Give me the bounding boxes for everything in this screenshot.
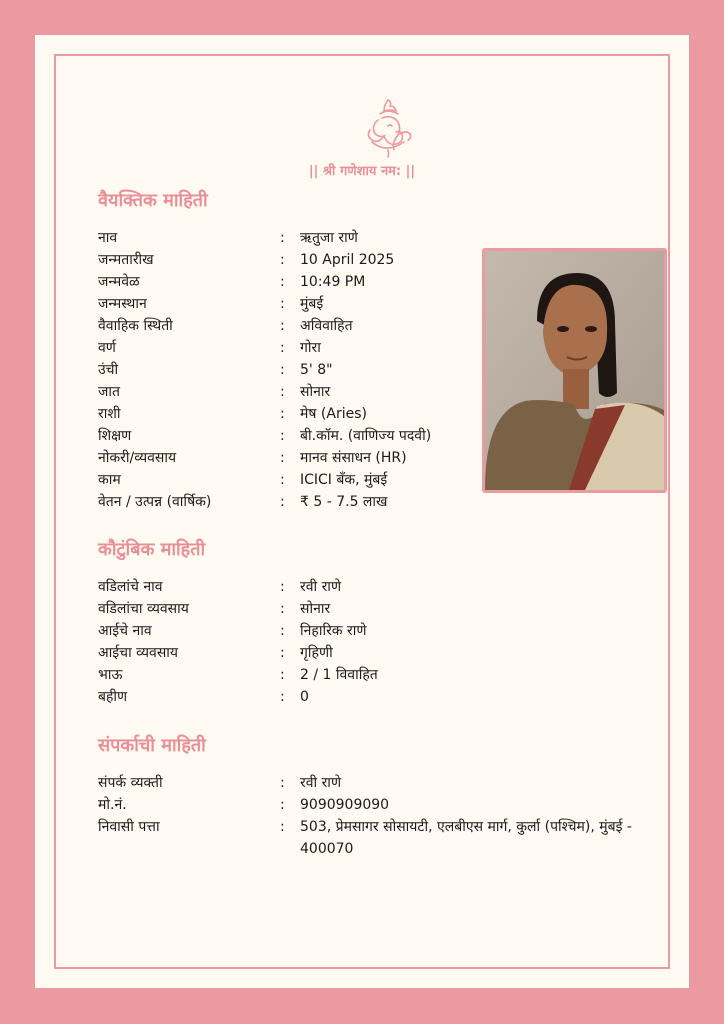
row-label: बहीण	[98, 689, 128, 705]
separator: :	[280, 274, 285, 290]
separator: :	[280, 819, 285, 835]
row-label: उंची	[98, 362, 119, 378]
row-value: 10 April 2025	[300, 252, 395, 268]
separator: :	[280, 362, 285, 378]
inner-border	[54, 54, 670, 969]
detail-row	[98, 227, 680, 249]
separator: :	[280, 667, 285, 683]
biodata-page	[35, 35, 689, 988]
row-value: मेष (Aries)	[300, 406, 367, 422]
row-value: रवी राणे	[300, 579, 342, 595]
row-label: भाऊ	[98, 667, 123, 683]
ganesha-icon	[358, 96, 418, 158]
separator: :	[280, 252, 285, 268]
row-label: वर्ण	[98, 340, 116, 356]
row-label: जन्मवेळ	[98, 274, 140, 290]
row-value: सोनार	[300, 601, 331, 617]
separator: :	[280, 797, 285, 813]
section-title-family: कौटुंबिक माहिती	[98, 539, 206, 560]
row-value: ऋतुजा राणे	[300, 230, 358, 246]
section-title-contact: संपर्काची माहिती	[98, 735, 206, 756]
detail-row	[98, 772, 680, 794]
section-title-personal: वैयक्तिक माहिती	[98, 190, 208, 211]
row-value: गृहिणी	[300, 645, 333, 661]
row-value: 5' 8"	[300, 362, 333, 378]
row-label: शिक्षण	[98, 428, 132, 444]
row-value: मुंबई	[300, 296, 324, 312]
detail-row	[98, 794, 680, 816]
profile-photo	[482, 248, 667, 493]
family-details	[98, 576, 680, 708]
detail-row	[98, 620, 680, 642]
row-value: अविवाहित	[300, 318, 353, 334]
separator: :	[280, 775, 285, 791]
separator: :	[280, 472, 285, 488]
row-value: 2 / 1 विवाहित	[300, 667, 378, 683]
row-value: निहारिक राणे	[300, 623, 367, 639]
row-label: जात	[98, 384, 120, 400]
separator: :	[280, 384, 285, 400]
row-value: ICICI बँक, मुंबई	[300, 472, 388, 488]
row-label: वडिलांचा व्यवसाय	[98, 601, 189, 617]
row-label: आईचा व्यवसाय	[98, 645, 179, 661]
portrait-image	[485, 251, 664, 490]
separator: :	[280, 340, 285, 356]
detail-row	[98, 491, 680, 513]
separator: :	[280, 318, 285, 334]
separator: :	[280, 230, 285, 246]
separator: :	[280, 296, 285, 312]
row-label: राशी	[98, 406, 121, 422]
detail-row	[98, 642, 680, 664]
row-value: 10:49 PM	[300, 274, 366, 290]
separator: :	[280, 428, 285, 444]
separator: :	[280, 645, 285, 661]
row-label: आईचे नाव	[98, 623, 152, 639]
row-value: गोरा	[300, 340, 321, 356]
separator: :	[280, 406, 285, 422]
row-value: ₹ 5 - 7.5 लाख	[300, 494, 388, 510]
row-label: निवासी पत्ता	[98, 819, 160, 835]
row-value: बी.कॉम. (वाणिज्य पदवी)	[300, 428, 432, 444]
detail-row	[98, 816, 680, 860]
detail-row	[98, 664, 680, 686]
row-label: काम	[98, 472, 121, 488]
row-label: वेतन / उत्पन्न (वार्षिक)	[98, 494, 212, 510]
row-value: सोनार	[300, 384, 331, 400]
row-value: रवी राणे	[300, 775, 342, 791]
separator: :	[280, 601, 285, 617]
row-value: 503, प्रेमसागर सोसायटी, एलबीएस मार्ग, कुर्ला (पश्चिम), मुंबई - 400070	[300, 819, 632, 857]
detail-row	[98, 598, 680, 620]
separator: :	[280, 579, 285, 595]
separator: :	[280, 494, 285, 510]
separator: :	[280, 689, 285, 705]
detail-row	[98, 576, 680, 598]
row-label: संपर्क व्यक्ती	[98, 775, 163, 791]
row-value: 9090909090	[300, 797, 390, 813]
row-label: जन्मतारीख	[98, 252, 154, 268]
row-value: मानव संसाधन (HR)	[300, 450, 407, 466]
row-label: वडिलांचे नाव	[98, 579, 163, 595]
row-label: नाव	[98, 230, 118, 246]
row-label: मो.नं.	[98, 797, 127, 813]
row-value: 0	[300, 689, 309, 705]
mantra-heading: || श्री गणेशाय नम: ||	[308, 164, 416, 179]
row-label: नोकरी/व्यवसाय	[98, 450, 177, 466]
row-label: जन्मस्थान	[98, 296, 147, 312]
separator: :	[280, 623, 285, 639]
contact-details	[98, 772, 680, 860]
detail-row	[98, 686, 680, 708]
separator: :	[280, 450, 285, 466]
row-label: वैवाहिक स्थिती	[98, 318, 173, 334]
